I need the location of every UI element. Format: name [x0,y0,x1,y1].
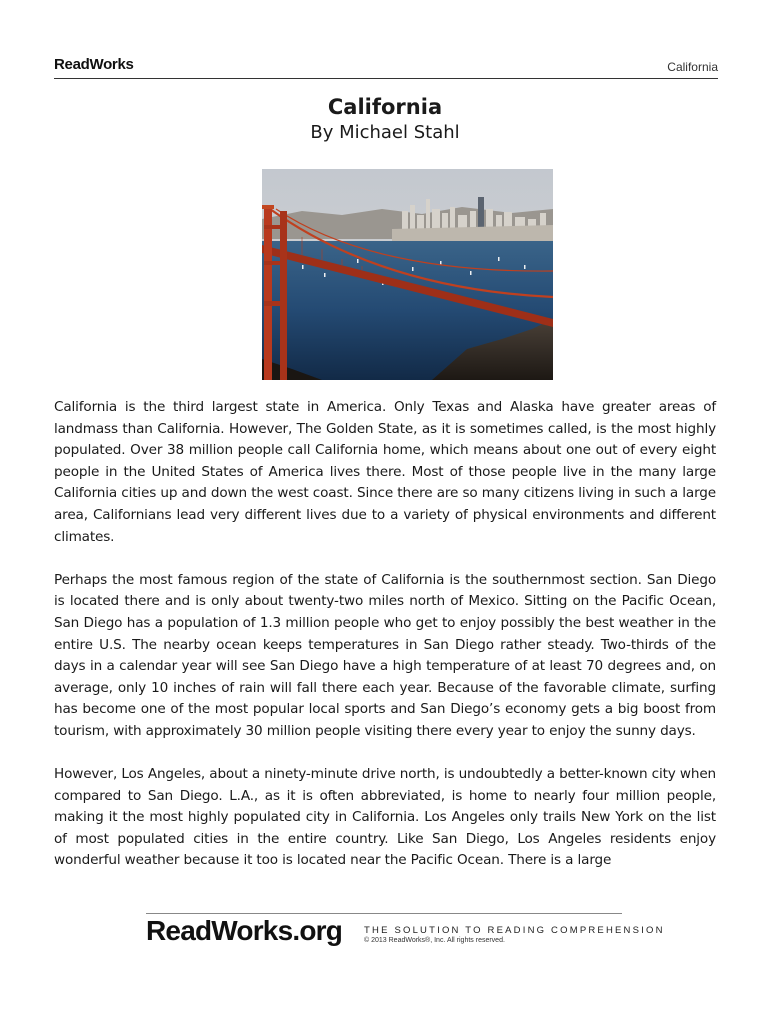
readworks-brand: ReadWorks [54,56,134,73]
header-topic: California [667,60,718,74]
footer-tagline: THE SOLUTION TO READING COMPREHENSION [364,925,665,936]
golden-gate-bridge-photo [262,169,553,380]
article-byline: By Michael Stahl [310,122,460,143]
paragraph-1: California is the third largest state in America. Only Texas and Alaska have greater areas of landmass than California. However, The Golden State, as it is sometimes called, is the most highly populated. Over 38 million people call California home, which means about one out of every eight people in the United States of America lives there. Most of those people live in the many large California cities up and down the west coast. Since there are so many citizens living in such a large area, Californians lead very different lives due to a variety of physical environments and different climates. [54,399,716,545]
article-title: California [327,95,443,119]
article-body [54,397,716,894]
footer-copyright: © 2013 ReadWorks®, Inc. All rights reserved. [364,937,505,944]
paragraph-2: Perhaps the most famous region of the state of California is the southernmost section. San Diego is located there and is only about twenty-two miles north of Mexico. Sitting on the Pacific Ocean, San Diego has a population of 1.3 million people who get to enjoy possibly the best weather in the entire U.S. The nearby ocean keeps temperatures in San Diego rather steady. Two-thirds of the days in a calendar year will see San Diego have a high temperature of at least 70 degrees and, on average, only 10 inches of rain will fall there each year. Because of the favorable climate, surfing has become one of the most popular local sports and San Diego’s economy gets a big boost from tourism, with approximately 30 million people visiting there every year to enjoy the sunny days. [54,571,716,739]
footer-logo: ReadWorks.org [146,915,343,946]
footer-divider [146,913,622,914]
paragraph-3: However, Los Angeles, about a ninety-minute drive north, is undoubtedly a better-known city when compared to San Diego. L.A., as it is often abbreviated, is home to nearly four million people, making it the most highly populated city in California. Los Angeles only trails New York on the list of most populated cities in the entire country. Like San Diego, Los Angeles residents enjoy wonderful weather because it too is located near the Pacific Ocean. There is a large [54,766,716,869]
title-block [0,93,770,145]
page-header [54,54,718,79]
